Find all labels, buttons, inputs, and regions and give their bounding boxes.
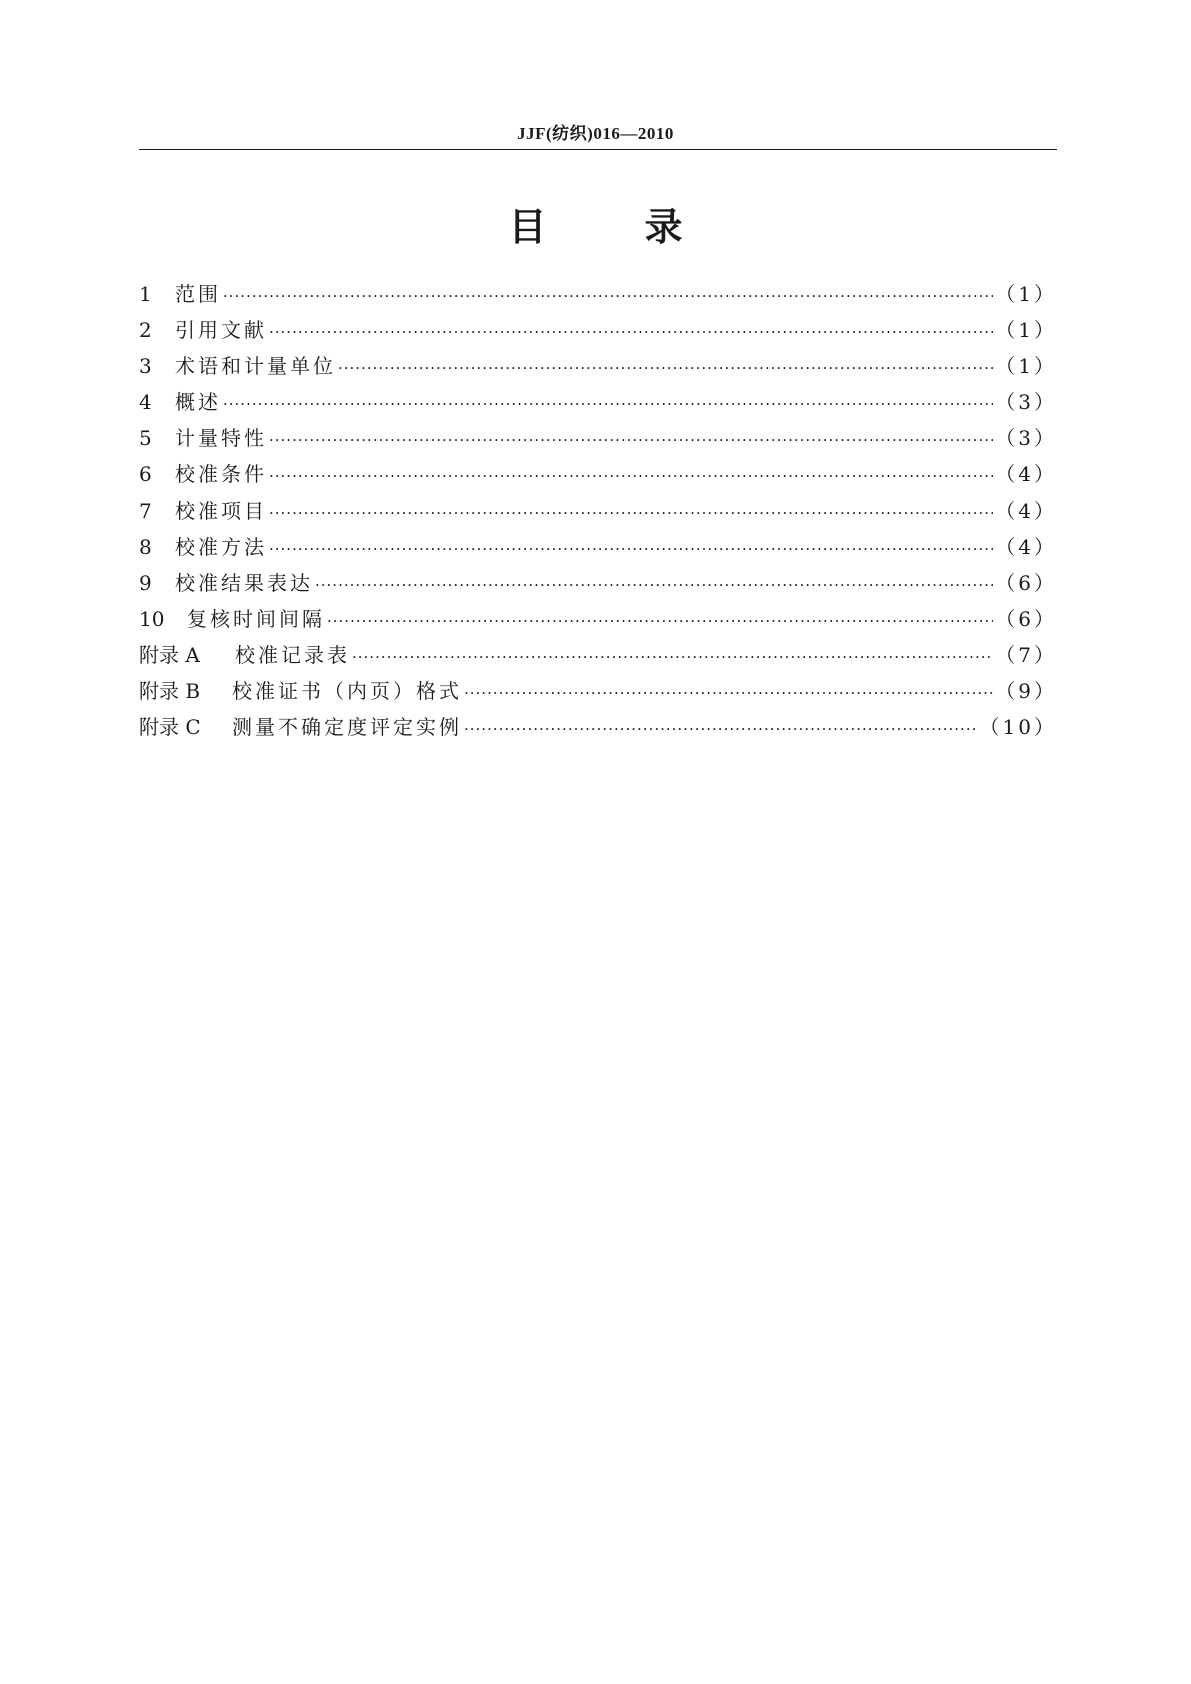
toc-entry-page: （1） xyxy=(995,354,1057,379)
toc-entry-number: 10 xyxy=(139,606,165,631)
toc-entry-label: 校准条件 xyxy=(175,462,267,487)
toc-leader xyxy=(315,571,993,595)
toc-entry-label: 范围 xyxy=(175,282,221,306)
toc-list xyxy=(139,278,1057,747)
toc-entry-number: 1 xyxy=(139,282,152,306)
toc-entry[interactable] xyxy=(139,531,1057,567)
toc-entry-page: （4） xyxy=(995,534,1057,559)
toc-entry-page: （10） xyxy=(979,715,1057,740)
toc-entry-label: 概述 xyxy=(175,390,221,415)
toc-leader xyxy=(223,282,993,306)
toc-entry-number: 9 xyxy=(139,570,152,595)
toc-entry-number: 2 xyxy=(139,318,152,343)
toc-entry-label: 计量特性 xyxy=(175,426,267,451)
toc-entry-page: （1） xyxy=(995,282,1057,306)
toc-entry[interactable] xyxy=(139,458,1057,494)
toc-leader xyxy=(269,426,993,450)
toc-leader xyxy=(269,318,993,342)
toc-entry[interactable] xyxy=(139,314,1057,350)
toc-entry-label: 校准项目 xyxy=(175,498,267,523)
toc-entry[interactable] xyxy=(139,278,1057,314)
toc-entry-label: 校准方法 xyxy=(175,534,267,559)
toc-entry[interactable] xyxy=(139,495,1057,531)
toc-entry-number: 附录 C xyxy=(139,715,201,740)
toc-entry-number: 5 xyxy=(139,426,152,451)
toc-entry-page: （3） xyxy=(995,390,1057,415)
toc-leader xyxy=(352,643,993,667)
toc-entry-label: 复核时间间隔 xyxy=(187,606,325,631)
toc-entry-label: 引用文献 xyxy=(175,318,267,343)
toc-entry[interactable] xyxy=(139,603,1057,639)
toc-entry-label: 校准记录表 xyxy=(235,642,350,667)
toc-entry[interactable] xyxy=(139,567,1057,603)
toc-entry-number: 4 xyxy=(139,390,152,415)
toc-entry-number: 附录 A xyxy=(139,642,200,667)
toc-entry-label: 校准结果表达 xyxy=(175,570,313,595)
toc-title: 目录 xyxy=(508,205,781,249)
toc-entry-page: （1） xyxy=(995,318,1057,343)
toc-entry-page: （6） xyxy=(995,570,1057,595)
toc-entry-page: （7） xyxy=(995,642,1057,667)
toc-entry[interactable] xyxy=(139,422,1057,458)
document-code: JJF(纺织)016—2010 xyxy=(517,124,674,143)
toc-entry[interactable] xyxy=(139,711,1057,747)
toc-entry-page: （4） xyxy=(995,462,1057,487)
toc-entry-page: （6） xyxy=(995,606,1057,631)
toc-entry-number: 7 xyxy=(139,498,152,523)
toc-leader xyxy=(269,499,993,523)
toc-leader xyxy=(269,462,993,486)
toc-entry-label: 校准证书（内页）格式 xyxy=(232,679,462,704)
toc-leader xyxy=(338,354,993,378)
toc-entry[interactable] xyxy=(139,675,1057,711)
toc-leader xyxy=(327,607,993,631)
toc-entry-label: 测量不确定度评定实例 xyxy=(232,715,462,740)
toc-leader xyxy=(464,679,993,703)
toc-leader xyxy=(464,715,978,739)
toc-entry-number: 附录 B xyxy=(139,679,201,704)
toc-entry-number: 3 xyxy=(139,354,152,379)
toc-entry[interactable] xyxy=(139,639,1057,675)
header-rule xyxy=(139,149,1057,150)
toc-entry-number: 6 xyxy=(139,462,152,487)
toc-entry-page: （3） xyxy=(995,426,1057,451)
toc-entry[interactable] xyxy=(139,386,1057,422)
toc-leader xyxy=(223,390,993,414)
toc-entry[interactable] xyxy=(139,350,1057,386)
toc-entry-page: （9） xyxy=(995,679,1057,704)
toc-entry-page: （4） xyxy=(995,498,1057,523)
toc-leader xyxy=(269,535,993,559)
toc-entry-label: 术语和计量单位 xyxy=(175,354,336,379)
toc-entry-number: 8 xyxy=(139,534,152,559)
